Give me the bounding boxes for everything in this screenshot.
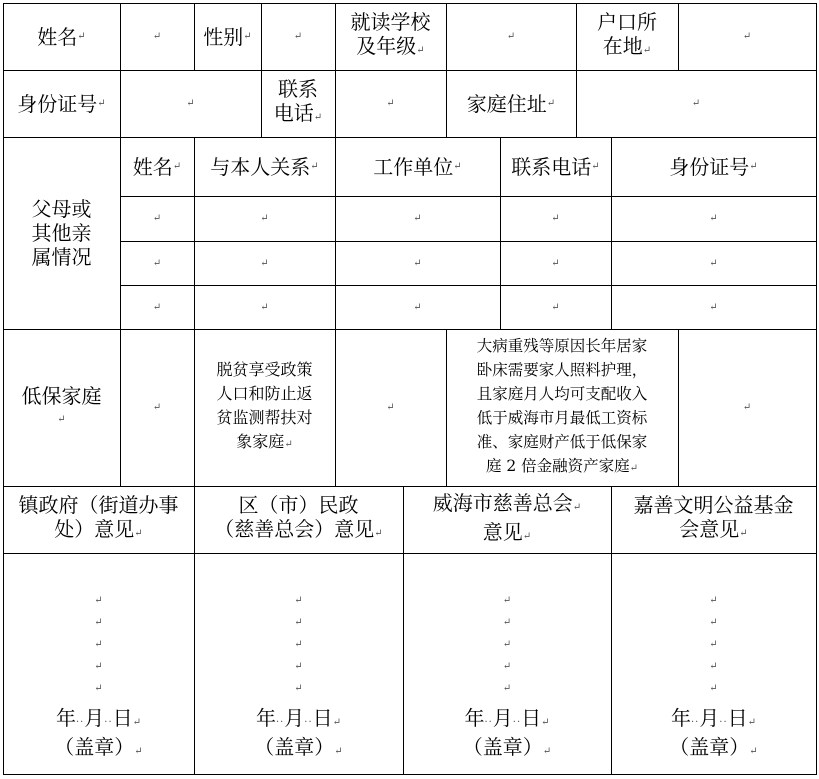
paragraph-mark-icon: ↵ <box>739 528 748 539</box>
family-row-2-relation[interactable] <box>194 241 335 285</box>
paragraph-mark-icon: ↵ <box>94 661 103 672</box>
paragraph-mark-icon: ↵ <box>294 639 303 650</box>
paragraph-mark-icon: ↵ <box>152 402 162 413</box>
paragraph-mark-icon: ↵ <box>709 683 718 694</box>
address-label: 家庭住址 <box>466 91 547 116</box>
paragraph-mark-icon: ↵ <box>502 595 512 606</box>
illness-checkbox-cell[interactable] <box>678 329 816 486</box>
town-opinion-line1: 镇政府（街道办事 <box>18 493 179 517</box>
paragraph-mark-icon: ↵ <box>186 98 195 109</box>
phone-label-line1: 联系 <box>278 77 318 101</box>
hukou-label-cell <box>576 3 678 70</box>
charity-opinion-line1: 威海市慈善总会 <box>432 490 573 515</box>
grid-line <box>3 774 816 775</box>
paragraph-mark-icon: ↵ <box>691 98 701 109</box>
poverty-label-cell <box>194 329 335 486</box>
paragraph-mark-icon: ↵ <box>152 31 162 42</box>
poverty-label-line: 脱贫享受政策 <box>216 360 313 379</box>
paragraph-mark-icon: ↵ <box>502 683 512 694</box>
family-row-2-name[interactable] <box>120 241 194 285</box>
paragraph-mark-icon: ↵ <box>502 661 512 672</box>
paragraph-mark-icon: ↵ <box>709 301 718 313</box>
phone-label-line2: 电话 <box>273 101 314 125</box>
poverty-label-line: 人口和防止返 <box>216 384 313 403</box>
family-side-label-cell <box>3 137 120 329</box>
gender-label-cell <box>194 3 261 70</box>
paragraph-mark-icon: ↵ <box>57 413 66 425</box>
charity-opinion-header <box>403 486 611 553</box>
poverty-label-line: 象家庭 <box>236 432 285 451</box>
id-value-cell[interactable] <box>120 70 261 137</box>
paragraph-mark-icon: ↵ <box>94 617 103 628</box>
paragraph-mark-icon: ↵ <box>413 301 422 313</box>
paragraph-mark-icon: ↵ <box>260 213 269 224</box>
family-side-label-line1: 父母或 <box>31 197 92 221</box>
family-side-label-line2: 其他亲 <box>31 221 92 245</box>
paragraph-mark-icon: ↵ <box>243 30 252 42</box>
district-signature-area[interactable] <box>194 590 403 764</box>
paragraph-mark-icon: ↵ <box>709 257 718 269</box>
family-header-id <box>611 137 816 196</box>
name-label-cell <box>3 3 120 70</box>
grid-line <box>3 553 816 554</box>
hukou-label-line2: 在地 <box>602 34 643 58</box>
paragraph-mark-icon: ↵ <box>416 45 425 56</box>
family-row-2-employer[interactable] <box>335 241 500 285</box>
family-row-3-id[interactable] <box>611 285 816 329</box>
family-row-3-phone[interactable] <box>500 285 611 329</box>
district-opinion-header <box>194 486 403 553</box>
paragraph-mark-icon: ↵ <box>546 97 556 109</box>
paragraph-mark-icon: ↵ <box>551 257 560 269</box>
family-side-label-line3: 属情况 <box>31 245 92 269</box>
paragraph-mark-icon: ↵ <box>97 97 106 109</box>
signature-seal: （盖章）↵ <box>54 735 143 759</box>
grid-line <box>816 3 817 775</box>
family-row-1-id[interactable] <box>611 196 816 241</box>
family-row-1-relation[interactable] <box>194 196 335 241</box>
name-label: 姓名 <box>37 24 78 49</box>
paragraph-mark-icon: ↵ <box>506 31 516 42</box>
address-label-cell <box>446 70 576 137</box>
charity-signature-area[interactable] <box>403 590 611 764</box>
family-header-label: 联系电话 <box>511 154 592 179</box>
illness-label-cell <box>446 329 678 486</box>
dibao-label: 低保家庭 <box>21 383 102 408</box>
paragraph-mark-icon: ↵ <box>374 528 383 539</box>
family-row-1-employer[interactable] <box>335 196 500 241</box>
school-value-cell[interactable] <box>446 3 576 70</box>
paragraph-mark-icon: ↵ <box>551 301 560 313</box>
family-row-2-phone[interactable] <box>500 241 611 285</box>
paragraph-mark-icon: ↵ <box>413 257 422 269</box>
paragraph-mark-icon: ↵ <box>522 530 532 542</box>
paragraph-mark-icon: ↵ <box>413 213 422 224</box>
family-row-1-phone[interactable] <box>500 196 611 241</box>
family-header-label: 工作单位 <box>373 154 454 179</box>
family-row-1-name[interactable] <box>120 196 194 241</box>
illness-label-line: 卧床需要家人照料护理， <box>476 361 648 379</box>
paragraph-mark-icon: ↵ <box>294 683 303 694</box>
family-header-label: 姓名 <box>132 154 173 179</box>
paragraph-mark-icon: ↵ <box>709 639 718 650</box>
illness-label-line: 大病重残等原因长年居家 <box>476 337 648 355</box>
family-row-2-id[interactable] <box>611 241 816 285</box>
paragraph-mark-icon: ↵ <box>386 98 395 109</box>
fund-opinion-line1: 嘉善文明公益基金 <box>633 493 794 517</box>
paragraph-mark-icon: ↵ <box>260 257 269 269</box>
paragraph-mark-icon: ↵ <box>134 528 143 539</box>
id-label: 身份证号 <box>17 91 98 116</box>
name-value-cell[interactable] <box>120 3 194 70</box>
paragraph-mark-icon: ↵ <box>453 160 462 172</box>
phone-label-cell <box>261 70 335 137</box>
family-row-3-name[interactable] <box>120 285 194 329</box>
illness-label-line: 低于威海市月最低工资标 <box>476 409 648 427</box>
paragraph-mark-icon: ↵ <box>293 31 303 42</box>
dibao-checkbox-cell[interactable] <box>120 329 194 486</box>
paragraph-mark-icon: ↵ <box>94 639 103 650</box>
paragraph-mark-icon: ↵ <box>152 301 162 313</box>
paragraph-mark-icon: ↵ <box>709 595 718 606</box>
family-header-phone <box>500 137 611 196</box>
paragraph-mark-icon: ↵ <box>709 617 718 628</box>
illness-label-line: 准、家庭财产低于低保家 <box>476 433 648 451</box>
town-signature-area[interactable] <box>3 590 194 764</box>
town-opinion-header <box>3 486 194 553</box>
paragraph-mark-icon: ↵ <box>152 213 162 224</box>
paragraph-mark-icon: ↵ <box>310 160 319 172</box>
dibao-label-cell <box>3 329 120 486</box>
illness-label-line: 庭 2 倍金融资产家庭 <box>485 457 630 475</box>
family-header-name <box>120 137 194 196</box>
paragraph-mark-icon: ↵ <box>152 257 162 269</box>
paragraph-mark-icon: ↵ <box>284 439 293 450</box>
paragraph-mark-icon: ↵ <box>386 402 395 413</box>
fund-signature-area[interactable] <box>611 590 816 764</box>
paragraph-mark-icon: ↵ <box>502 639 512 650</box>
school-label-line1: 就读学校 <box>350 10 431 34</box>
phone-value-cell[interactable] <box>335 70 446 137</box>
paragraph-mark-icon: ↵ <box>502 617 512 628</box>
signature-date: 年··月··日↵ <box>255 706 342 730</box>
school-label-cell <box>335 3 446 70</box>
family-header-relation <box>194 137 335 196</box>
paragraph-mark-icon: ↵ <box>709 661 718 672</box>
illness-label-line: 且家庭月人均可支配收入 <box>476 385 648 403</box>
signature-seal: （盖章）↵ <box>462 735 552 759</box>
signature-date: 年··月··日↵ <box>670 706 757 730</box>
paragraph-mark-icon: ↵ <box>94 595 103 606</box>
paragraph-mark-icon: ↵ <box>742 402 752 413</box>
town-opinion-line2: 处）意见 <box>54 517 135 541</box>
paragraph-mark-icon: ↵ <box>294 595 303 606</box>
family-row-3-relation[interactable] <box>194 285 335 329</box>
poverty-label-line: 贫监测帮扶对 <box>216 408 313 427</box>
district-opinion-line1: 区（市）民政 <box>238 493 359 517</box>
id-label-cell <box>3 70 120 137</box>
signature-seal: （盖章）↵ <box>254 735 343 759</box>
paragraph-mark-icon: ↵ <box>749 160 758 172</box>
gender-value-cell[interactable] <box>261 3 335 70</box>
fund-opinion-header <box>611 486 816 553</box>
paragraph-mark-icon: ↵ <box>709 213 718 224</box>
paragraph-mark-icon: ↵ <box>313 112 323 123</box>
paragraph-mark-icon: ↵ <box>551 213 560 224</box>
paragraph-mark-icon: ↵ <box>294 617 303 628</box>
paragraph-mark-icon: ↵ <box>260 301 269 313</box>
paragraph-mark-icon: ↵ <box>742 31 752 42</box>
hukou-value-cell[interactable] <box>678 3 816 70</box>
paragraph-mark-icon: ↵ <box>77 30 86 42</box>
paragraph-mark-icon: ↵ <box>642 45 652 56</box>
paragraph-mark-icon: ↵ <box>294 661 303 672</box>
signature-date: 年··月··日↵ <box>464 706 550 730</box>
poverty-checkbox-cell[interactable] <box>335 329 446 486</box>
family-row-3-employer[interactable] <box>335 285 500 329</box>
family-header-employer <box>335 137 500 196</box>
charity-opinion-line2: 意见 <box>482 519 523 544</box>
paragraph-mark-icon: ↵ <box>172 160 182 172</box>
paragraph-mark-icon: ↵ <box>629 463 639 474</box>
district-opinion-line2: （慈善总会）意见 <box>214 517 375 541</box>
school-label-line2: 及年级 <box>356 34 417 58</box>
signature-seal: （盖章）↵ <box>669 735 758 759</box>
signature-date: 年··月··日↵ <box>55 706 142 730</box>
address-value-cell[interactable] <box>576 70 816 137</box>
paragraph-mark-icon: ↵ <box>572 501 582 513</box>
hukou-label-line1: 户口所 <box>597 10 657 34</box>
family-header-label: 与本人关系 <box>210 154 311 179</box>
gender-label: 性别 <box>203 24 244 49</box>
family-header-label: 身份证号 <box>669 154 750 179</box>
paragraph-mark-icon: ↵ <box>94 683 103 694</box>
paragraph-mark-icon: ↵ <box>591 160 600 172</box>
fund-opinion-line2: 会意见 <box>679 517 740 541</box>
